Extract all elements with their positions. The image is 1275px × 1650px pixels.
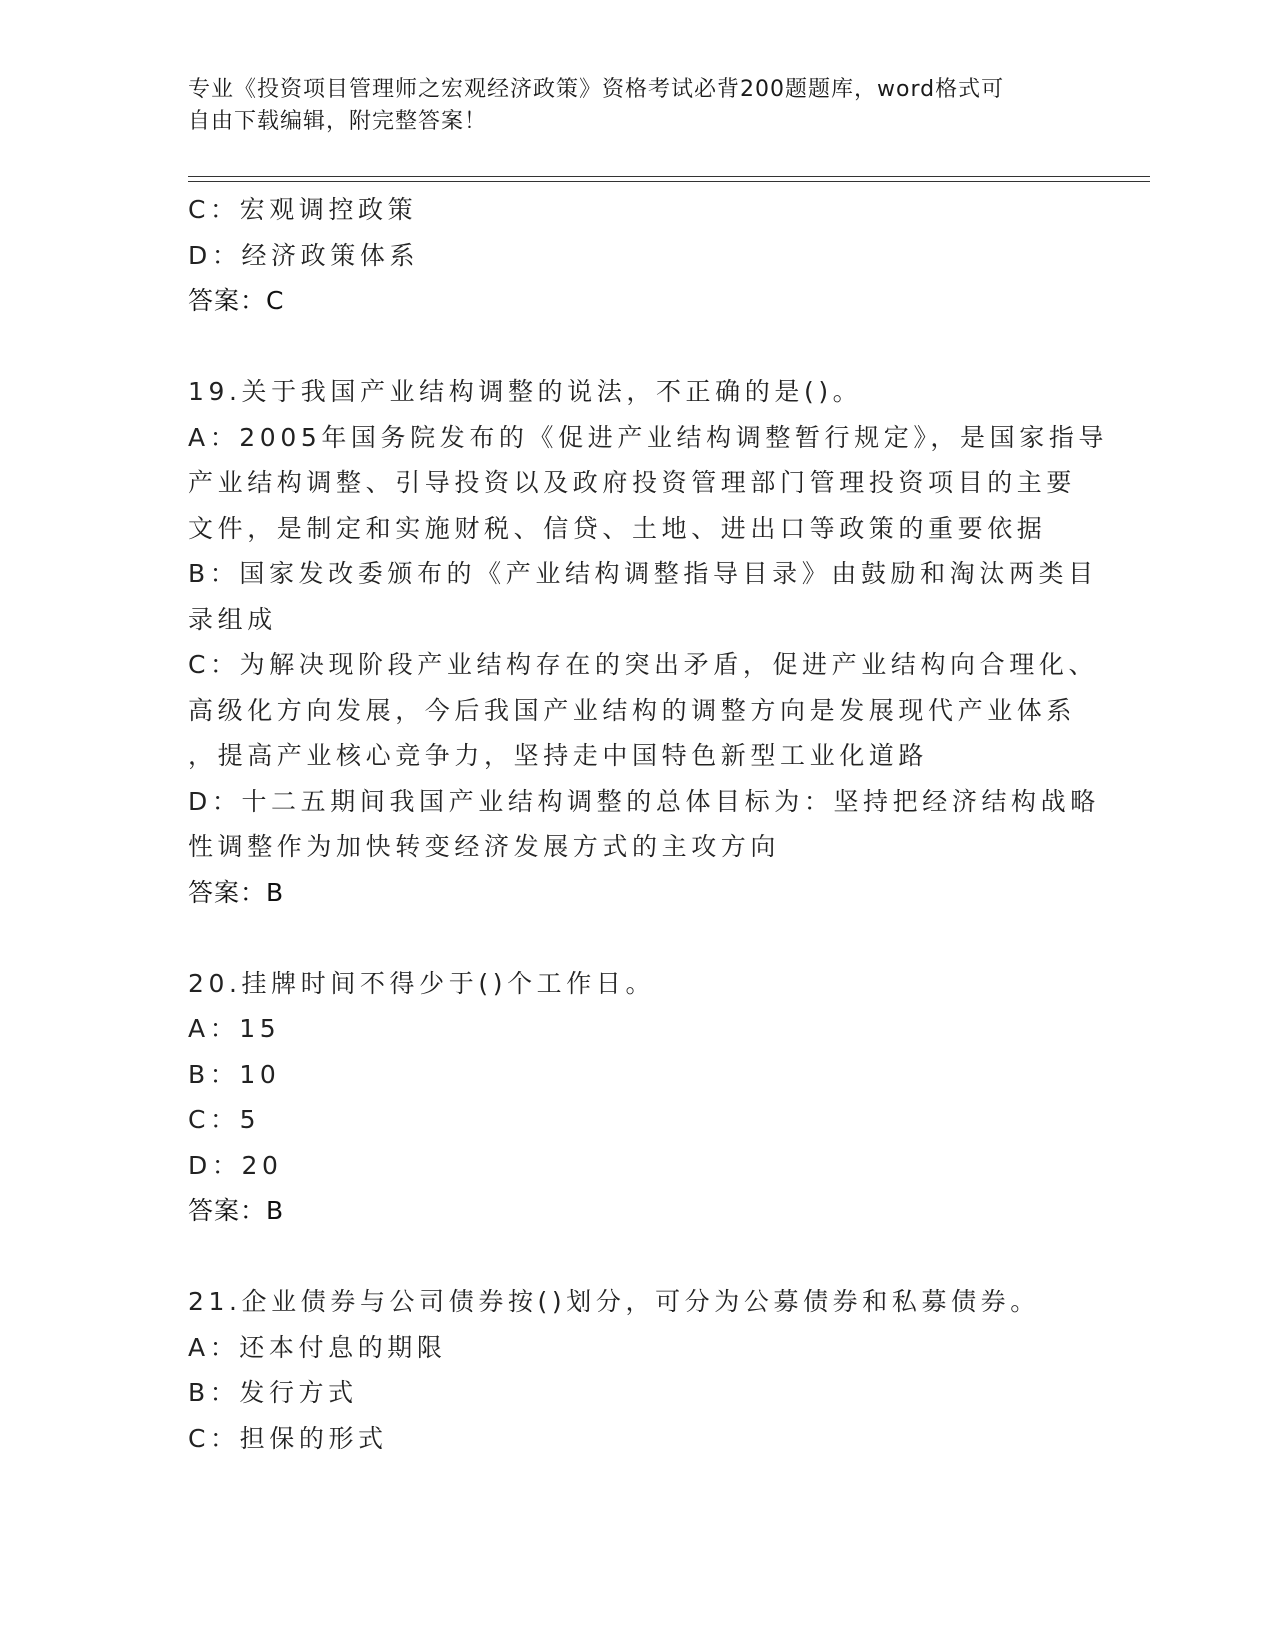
question-stem: 20.挂牌时间不得少于()个工作日。 [188, 968, 656, 998]
option-c: C：5 [188, 1105, 261, 1134]
question-list [188, 187, 1109, 1461]
option-b-line-2: 录组成 [188, 604, 277, 634]
option-b-line-1: B：国家发改委颁布的《产业结构调整指导目录》由鼓励和淘汰两类目 [188, 559, 1098, 588]
header-line-2: 自由下载编辑，附完整答案！ [188, 109, 488, 134]
spacer [188, 915, 1088, 961]
document-header [188, 74, 1068, 138]
option-c: C：宏观调控政策 [188, 195, 418, 224]
option-a-line-1: A：2005年国务院发布的《促进产业结构调整暂行规定》，是国家指导 [188, 422, 1109, 452]
option-b: B：发行方式 [188, 1378, 358, 1407]
header-line-1: 专业《投资项目管理师之宏观经济政策》资格考试必背200题题库，word格式可 [188, 77, 1005, 102]
spacer [188, 1234, 1088, 1280]
question-stem: 19.关于我国产业结构调整的说法，不正确的是()。 [188, 377, 863, 406]
option-a-line-2: 产业结构调整、引导投资以及政府投资管理部门管理投资项目的主要 [188, 468, 1077, 497]
option-d-line-1: D：十二五期间我国产业结构调整的总体目标为：坚持把经济结构战略 [188, 786, 1100, 816]
continued-question [188, 187, 1088, 324]
option-c-line-3: ，提高产业核心竞争力，坚持走中国特色新型工业化道路 [188, 741, 929, 770]
option-c-line-1: C：为解决现阶段产业结构存在的突出矛盾，促进产业结构向合理化、 [188, 650, 1099, 679]
option-d: D：经济政策体系 [188, 240, 420, 270]
answer-line: 答案：C [188, 286, 285, 315]
question-19 [188, 369, 1109, 915]
spacer [188, 324, 1088, 370]
option-d-line-2: 性调整作为加快转变经济发展方式的主攻方向 [188, 832, 781, 861]
question-stem: 21.企业债券与公司债券按()划分，可分为公募债券和私募债券。 [188, 1287, 1040, 1316]
answer-line: 答案：B [188, 1196, 285, 1225]
question-21 [188, 1279, 1088, 1461]
option-d: D：20 [188, 1150, 283, 1180]
header-divider-top [188, 176, 1150, 177]
option-c: C：担保的形式 [188, 1423, 388, 1453]
option-b: B：10 [188, 1059, 281, 1089]
question-20 [188, 961, 1088, 1234]
answer-line: 答案：B [188, 877, 285, 907]
header-divider-bottom [188, 181, 1150, 182]
option-c-line-2: 高级化方向发展，今后我国产业结构的调整方向是发展现代产业体系 [188, 695, 1077, 725]
option-a: A：还本付息的期限 [188, 1332, 447, 1362]
option-a: A：15 [188, 1014, 281, 1043]
option-a-line-3: 文件，是制定和实施财税、信贷、土地、进出口等政策的重要依据 [188, 513, 1047, 543]
